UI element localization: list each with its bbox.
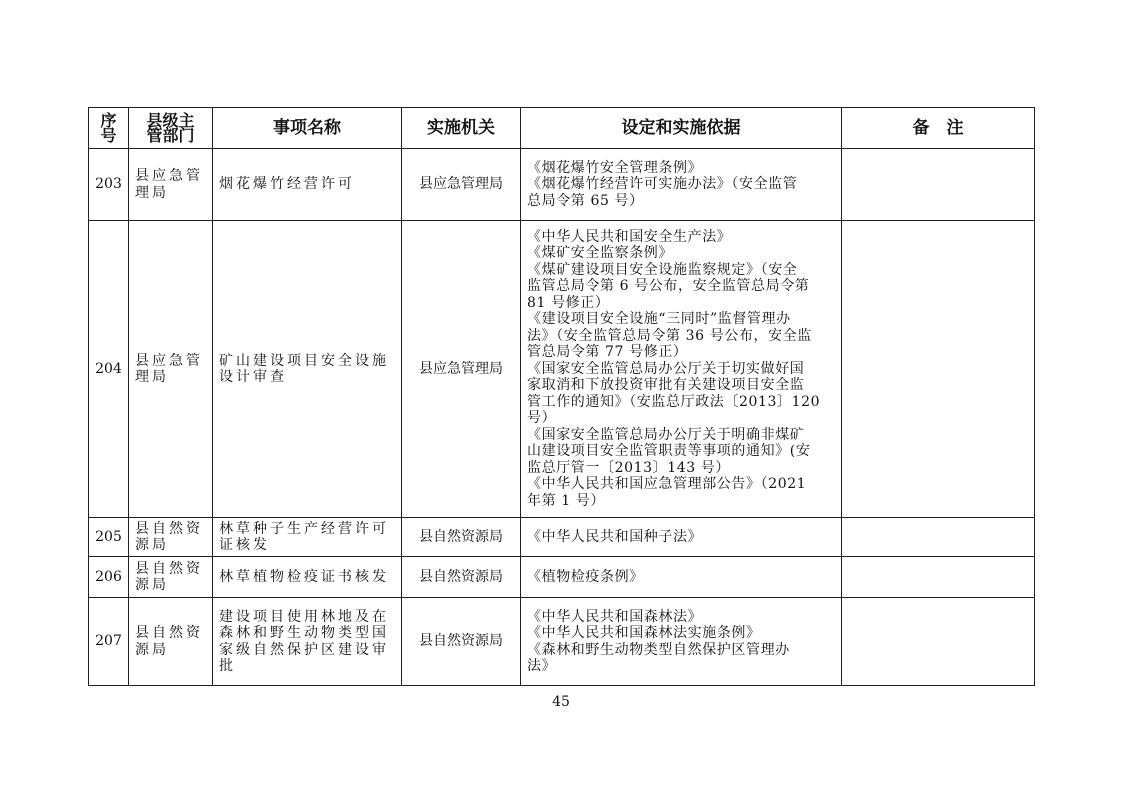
cell-item: 烟花爆竹经营许可 [213, 149, 402, 221]
cell-agency: 县自然资源局 [402, 557, 521, 598]
table-header-row [89, 108, 1035, 149]
cell-agency: 县应急管理局 [402, 221, 521, 518]
cell-remark [842, 518, 1035, 557]
table-row [89, 518, 1035, 557]
cell-item: 林草植物检疫证书核发 [213, 557, 402, 598]
cell-seq: 205 [89, 518, 129, 557]
header-basis: 设定和实施依据 [521, 108, 842, 149]
cell-basis: 《中华人民共和国森林法》 《中华人民共和国森林法实施条例》 《森林和野生动物类型自然保护区管理办 法》 [521, 598, 842, 686]
cell-item: 矿山建设项目安全设施 设计审查 [213, 221, 402, 518]
header-agency: 实施机关 [402, 108, 521, 149]
header-item: 事项名称 [213, 108, 402, 149]
cell-dept: 县自然资 源局 [129, 518, 213, 557]
cell-seq: 206 [89, 557, 129, 598]
cell-seq: 207 [89, 598, 129, 686]
cell-item: 建设项目使用林地及在 森林和野生动物类型国 家级自然保护区建设审 批 [213, 598, 402, 686]
cell-seq: 203 [89, 149, 129, 221]
header-dept: 县级主 管部门 [129, 108, 213, 149]
table-row [89, 557, 1035, 598]
cell-agency: 县自然资源局 [402, 598, 521, 686]
cell-basis: 《烟花爆竹安全管理条例》 《烟花爆竹经营许可实施办法》（安全监管 总局令第 65 号） [521, 149, 842, 221]
cell-dept: 县自然资 源局 [129, 557, 213, 598]
cell-remark [842, 221, 1035, 518]
table-row [89, 221, 1035, 518]
cell-basis: 《中华人民共和国安全生产法》 《煤矿安全监察条例》 《煤矿建设项目安全设施监察规定》（安全 监管总局令第 6 号公布，安全监管总局令第 81 号修正） 《建设项目安全设施“三同时”监督管理办 法》（安全监管总局令第 36 号公布，安全监 管总局令第 77 号修正） 《国家安全监管总局办公厅关于切实做好国 家取消和下放投资审批有关建设项目安全监 管工作的通知》（安监总厅政法〔2013〕120 号） 《国家安全监管总局办公厅关于明确非煤矿 山建设项目安全监管职责等事项的通知》(安 监总厅管一〔2013〕143 号） 《中华人民共和国应急管理部公告》（2021 年第 1 号） [521, 221, 842, 518]
table-row [89, 149, 1035, 221]
page-number: 45 [552, 694, 570, 710]
cell-dept: 县应急管 理局 [129, 149, 213, 221]
cell-basis: 《植物检疫条例》 [521, 557, 842, 598]
table-row [89, 598, 1035, 686]
cell-dept: 县自然资 源局 [129, 598, 213, 686]
cell-remark [842, 557, 1035, 598]
cell-dept: 县应急管 理局 [129, 221, 213, 518]
cell-item: 林草种子生产经营许可 证核发 [213, 518, 402, 557]
approval-items-table [88, 107, 1035, 686]
cell-agency: 县自然资源局 [402, 518, 521, 557]
header-remark: 备 注 [842, 108, 1035, 149]
cell-remark [842, 598, 1035, 686]
cell-basis: 《中华人民共和国种子法》 [521, 518, 842, 557]
cell-remark [842, 149, 1035, 221]
header-seq: 序 号 [89, 108, 129, 149]
cell-seq: 204 [89, 221, 129, 518]
cell-agency: 县应急管理局 [402, 149, 521, 221]
